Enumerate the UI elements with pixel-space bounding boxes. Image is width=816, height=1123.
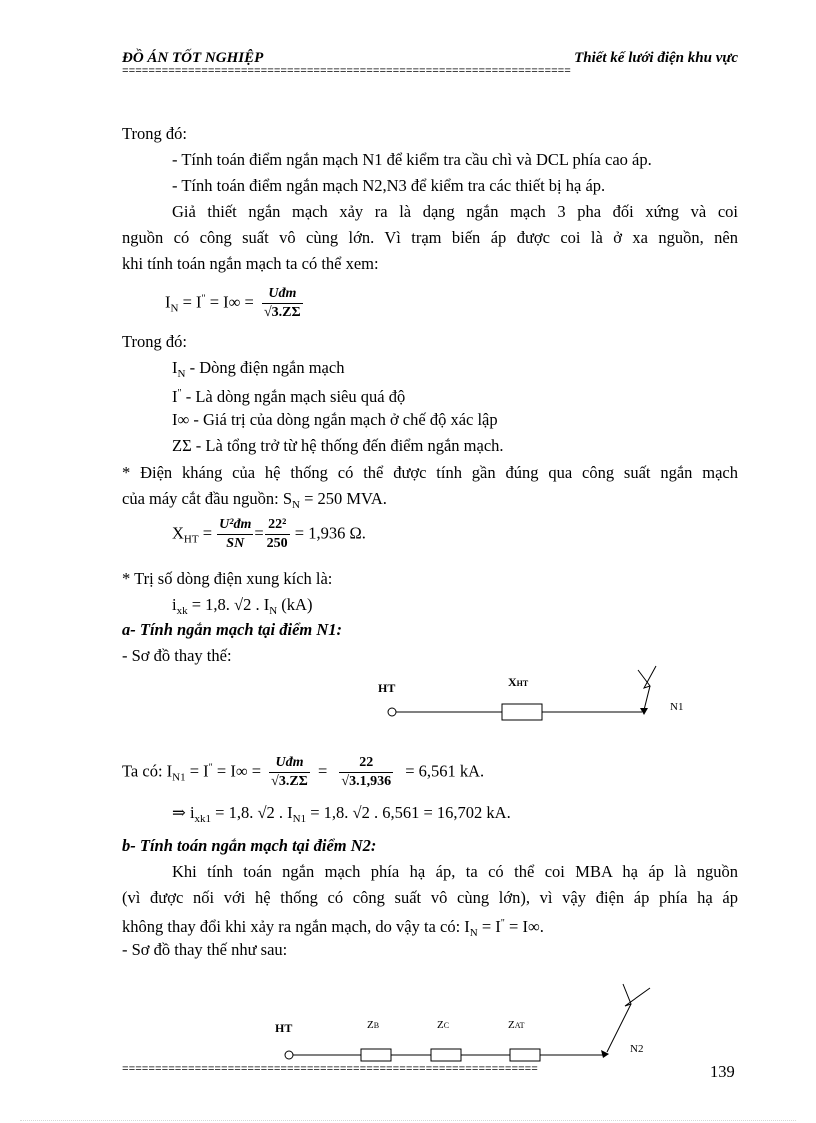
xht-line2-sub: N bbox=[292, 499, 300, 511]
eq1-lhs-sub: N bbox=[170, 302, 179, 315]
ixk1-symbol-sub: xk1 bbox=[194, 813, 212, 825]
in1-numerator-1: Uđm bbox=[269, 754, 310, 773]
in1-lhs: Ta có: I bbox=[122, 761, 173, 781]
diagram-n2-zat-main: Z bbox=[508, 1019, 515, 1031]
diagram-n2-zat-sub: AT bbox=[514, 1021, 525, 1030]
def2-symbol-sup: " bbox=[177, 388, 182, 399]
eq2-fraction-2 bbox=[265, 516, 290, 553]
def1-text: - Dòng điện ngắn mạch bbox=[185, 358, 345, 377]
eq1-numerator: Uđm bbox=[262, 285, 303, 304]
page-number: 139 bbox=[710, 1062, 735, 1081]
eq1-denominator: √3.ZΣ bbox=[263, 305, 301, 320]
diagram-n2-zat-label bbox=[508, 1019, 525, 1031]
eq1-fraction bbox=[262, 285, 303, 322]
section-a-schema-label: - Sơ đồ thay thế: bbox=[122, 646, 232, 665]
eq2-lhs: X bbox=[172, 523, 184, 543]
in1-result: = 6,561 kA. bbox=[405, 761, 485, 781]
definition-z-sigma: ZΣ - Là tổng trở từ hệ thống đến điểm ngắn mạch. bbox=[172, 436, 504, 455]
header-rule: ==================================================================== bbox=[122, 66, 571, 78]
eq2-fraction-1 bbox=[217, 516, 253, 553]
bullet-2: - Tính toán điểm ngắn mạch N2,N3 để kiểm tra các thiết bị hạ áp. bbox=[172, 176, 606, 195]
ixk1-rest-sub: N1 bbox=[292, 813, 307, 825]
diagram-n1-ht-label: HT bbox=[378, 681, 396, 695]
equation-in1: Ta có: $I_{N1} = I^" = I\infty$ = $\frac{\text{Uđm}}{√3.Z\Sigma}$ = $\frac{22}{√3.1,936}$ = 6,561 kA. bbox=[122, 755, 485, 789]
definition-i-sieu bbox=[172, 381, 405, 410]
ixk1-rest: = 1,8. √2 . I bbox=[211, 803, 293, 822]
ixk-symbol: i bbox=[172, 595, 177, 614]
def2-text: - Là dòng ngắn mạch siêu quá độ bbox=[181, 387, 406, 406]
in1-fraction-1 bbox=[269, 754, 310, 791]
diagram-n1-n1-label: N1 bbox=[670, 701, 684, 713]
ixk1-end: = 1,8. √2 . 6,561 = 16,702 kA. bbox=[306, 803, 511, 822]
eq2-denominator-2: 250 bbox=[266, 536, 288, 551]
diagram-n2-zb-sub: B bbox=[373, 1021, 380, 1030]
definition-i-inf: I∞ - Giá trị của dòng ngắn mạch ở chế độ xác lập bbox=[172, 410, 498, 429]
eq1-mid-sup: " bbox=[201, 293, 206, 305]
eq1-inf: = I∞ = bbox=[205, 292, 254, 312]
header-right-title: Thiết kế lưới điện khu vực bbox=[574, 50, 738, 66]
in1-denominator-2: √3.1,936 bbox=[341, 774, 392, 789]
section-b-para-line1: Khi tính toán ngắn mạch phía hạ áp, ta có thể coi MBA hạ áp là nguồn bbox=[172, 862, 738, 881]
eq2-result: = 1,936 Ω. bbox=[294, 523, 366, 543]
section-b-line3-sub: N bbox=[469, 927, 478, 939]
diagram-n2-zc-impedance bbox=[431, 1049, 461, 1061]
diagram-n2-zb-impedance bbox=[361, 1049, 391, 1061]
ixk1-line bbox=[172, 800, 511, 832]
in1-numerator-2: 22 bbox=[339, 754, 393, 773]
eq2-numerator-2: 22² bbox=[265, 516, 290, 535]
trong-do-2: Trong đó: bbox=[122, 332, 187, 351]
diagram-n1-fault-line bbox=[644, 686, 650, 710]
section-b-para-line2: (vì được nối với hệ thống có công suất vô cùng lớn), vì vậy điện áp phía hạ áp bbox=[122, 888, 738, 907]
para1-line2: nguồn có công suất vô cùng lớn. Vì trạm biến áp được coi là ở xa nguồn, nên bbox=[122, 228, 738, 247]
def1-symbol: I bbox=[172, 358, 178, 377]
diagram-n1-xht-sub: HT bbox=[516, 679, 529, 688]
eq2-numerator-1: U²đm bbox=[217, 516, 253, 535]
section-b-line3-sup: " bbox=[500, 918, 505, 929]
diagram-n1 bbox=[370, 660, 700, 730]
footer-rule: =============================================================== bbox=[122, 1064, 538, 1076]
in1-fraction-2 bbox=[339, 754, 393, 791]
diagram-n2-zb-label bbox=[367, 1019, 379, 1031]
trong-do-1: Trong đó: bbox=[122, 124, 187, 143]
in1-mid: = I bbox=[185, 761, 209, 781]
bullet-1: - Tính toán điểm ngắn mạch N1 để kiểm tra cầu chì và DCL phía cao áp. bbox=[172, 150, 652, 169]
diagram-n2-ht-label: HT bbox=[275, 1021, 293, 1035]
diagram-n2-fault-bolt bbox=[623, 984, 650, 1006]
section-b-line3-text: không thay đổi khi xảy ra ngắn mạch, do vậy ta có: I bbox=[122, 917, 470, 936]
diagram-n2-zat-impedance bbox=[510, 1049, 540, 1061]
xht-line2-text: của máy cắt đầu nguồn: S bbox=[122, 489, 292, 508]
eq2-denominator-1: SN bbox=[226, 536, 245, 551]
diagram-n1-xht-main: X bbox=[508, 675, 517, 689]
ixk-rhs: = 1,8. √2 . I bbox=[187, 595, 270, 614]
diagram-n1-fault-bolt bbox=[638, 666, 656, 688]
eq2-lhs-sub: HT bbox=[183, 533, 199, 546]
diagram-n2-n2-label: N2 bbox=[630, 1043, 644, 1055]
xht-line1: * Điện kháng của hệ thống có thể được tính gần đúng qua công suất ngắn mạch bbox=[122, 463, 738, 482]
section-b-line3-mid: = I bbox=[477, 917, 501, 936]
diagram-n2 bbox=[265, 978, 665, 1068]
in1-lhs-sub: N1 bbox=[172, 771, 186, 784]
eq1-lhs: I bbox=[165, 292, 171, 312]
diagram-n2-zc-sub: C bbox=[443, 1021, 450, 1030]
diagram-n2-zc-main: Z bbox=[437, 1019, 444, 1031]
section-b-title: b- Tính toán ngắn mạch tại điểm N2: bbox=[122, 836, 377, 855]
diagram-n2-zc-label bbox=[437, 1019, 449, 1031]
in1-inf: = I∞ = bbox=[212, 761, 262, 781]
page-bottom-dotted-border bbox=[20, 1120, 796, 1121]
ixk-unit: (kA) bbox=[277, 595, 313, 614]
def1-symbol-sub: N bbox=[177, 368, 186, 380]
xht-line2 bbox=[122, 486, 387, 518]
ixk-title: * Trị số dòng điện xung kích là: bbox=[122, 569, 333, 588]
diagram-n2-fault-line bbox=[607, 1004, 631, 1052]
header-left-title: ĐỒ ÁN TỐT NGHIỆP bbox=[122, 50, 264, 66]
diagram-n2-zb-main: Z bbox=[367, 1019, 374, 1031]
para1-line3: khi tính toán ngắn mạch ta có thể xem: bbox=[122, 254, 379, 273]
section-a-title: a- Tính ngắn mạch tại điểm N1: bbox=[122, 620, 343, 639]
in1-mid-sup: " bbox=[208, 762, 213, 774]
ixk-symbol-sub: xk bbox=[176, 605, 188, 617]
diagram-n1-xht-impedance bbox=[502, 704, 542, 720]
equation-xht: $X_{HT}$ = $\frac{\text{U²đm}}{SN}$ = $\frac{\text{22²}}{250}$ = 1,936 Ω. bbox=[172, 517, 366, 551]
para1-line1: Giả thiết ngắn mạch xảy ra là dạng ngắn mạch 3 pha đối xứng và coi bbox=[172, 202, 738, 221]
equation-in bbox=[165, 285, 307, 322]
ixk-rhs-sub: N bbox=[269, 605, 278, 617]
diagram-n1-xht-label bbox=[508, 675, 529, 689]
eq1-mid: = I bbox=[178, 292, 202, 312]
in1-denominator-1: √3.ZΣ bbox=[271, 774, 308, 789]
ixk1-symbol: ⇒ i bbox=[172, 803, 195, 822]
xht-line2-end: = 250 MVA. bbox=[299, 489, 387, 508]
diagram-n1-source-node bbox=[388, 708, 396, 716]
def2-symbol: I bbox=[172, 387, 178, 406]
diagram-n2-source-node bbox=[285, 1051, 293, 1059]
section-b-line3-end: = I∞. bbox=[504, 917, 544, 936]
section-b-schema-label: - Sơ đồ thay thế như sau: bbox=[122, 940, 288, 959]
